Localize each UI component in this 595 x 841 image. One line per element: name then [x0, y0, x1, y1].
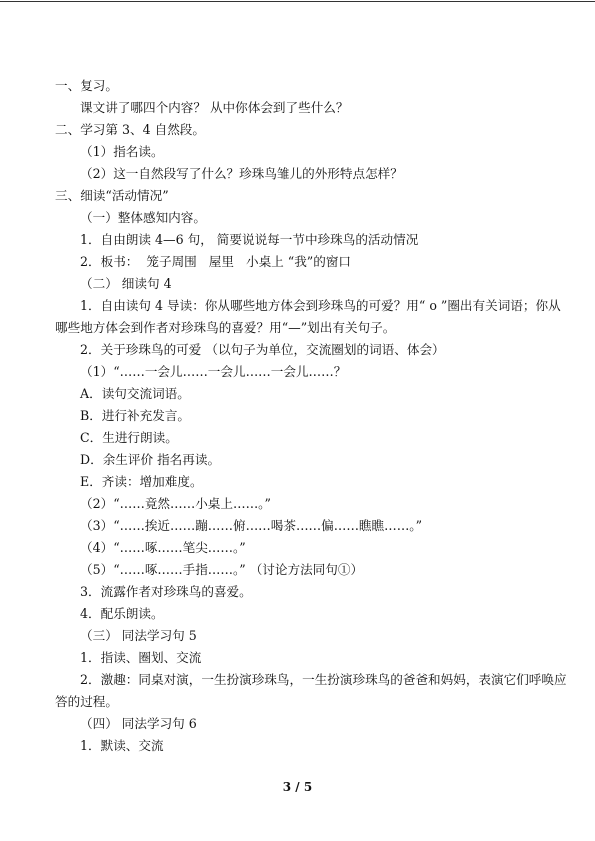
text-line: 3．流露作者对珍珠鸟的喜爱。 [80, 584, 252, 599]
list-item: E．齐读：增加难度。 [80, 474, 203, 489]
text-line: 1．自由朗读 4—6 句， 简要说说每一节中珍珠鸟的活动情况 [80, 232, 419, 247]
subsection-heading: （三） 同法学习句 5 [80, 628, 197, 643]
text-line: 2．激趣：同桌对演，一生扮演珍珠鸟，一生扮演珍珠鸟的爸爸和妈妈，表演它们呼唤应 [80, 672, 567, 687]
text-line: 4．配乐朗读。 [80, 606, 164, 621]
text-line: 2．关于珍珠鸟的可爱 （以句子为单位，交流圈划的词语、体会） [80, 342, 445, 357]
text-line: （1）“……一会儿……一会儿……一会儿……？ [80, 364, 347, 379]
page-number: 3 / 5 [282, 780, 313, 794]
document-body [0, 75, 595, 757]
text-line: 1．指读、圈划、交流 [80, 650, 202, 665]
text-line: 答的过程。 [55, 694, 118, 709]
list-item: D．余生评价 指名再读。 [80, 452, 221, 467]
section-heading: 一、复习。 [55, 78, 118, 93]
text-line: 1．默读、交流 [80, 738, 164, 753]
top-border-line [0, 1, 595, 2]
subsection-heading: （二） 细读句 4 [80, 276, 172, 291]
text-line: （4）“……啄……笔尖……。” [80, 540, 246, 555]
text-line: 哪些地方体会到作者对珍珠鸟的喜爱？用“—”划出有关句子。 [55, 320, 396, 335]
subsection-heading: （四） 同法学习句 6 [80, 716, 197, 731]
list-item: B．进行补充发言。 [80, 408, 191, 423]
text-line: 课文讲了哪四个内容？ 从中你体会到了些什么？ [80, 100, 349, 115]
list-item: A．读句交流词语。 [80, 386, 190, 401]
text-line: （5）“……啄……手指……。” （讨论方法同句①） [80, 562, 364, 577]
text-line: （3）“……挨近……蹦……俯……喝茶……偏……瞧瞧……。” [80, 518, 423, 533]
text-line: （2）“……竟然……小桌上……。” [80, 496, 271, 511]
list-item: C．生进行朗读。 [80, 430, 178, 445]
text-line: 2．板书： 笼子周围 屋里 小桌上 “我”的窗口 [80, 254, 352, 269]
section-heading: 三、细读“活动情况” [55, 188, 169, 203]
text-line: （1）指名读。 [80, 144, 164, 159]
section-heading: 二、学习第 3、4 自然段。 [55, 122, 205, 137]
text-line: 1．自由读句 4 导读：你从哪些地方体会到珍珠鸟的可爱？用“ o ”圈出有关词语；你从 [80, 298, 561, 313]
subsection-heading: （一）整体感知内容。 [80, 210, 206, 225]
text-line: （2）这一自然段写了什么？珍珠鸟雏儿的外形特点怎样？ [80, 166, 403, 181]
